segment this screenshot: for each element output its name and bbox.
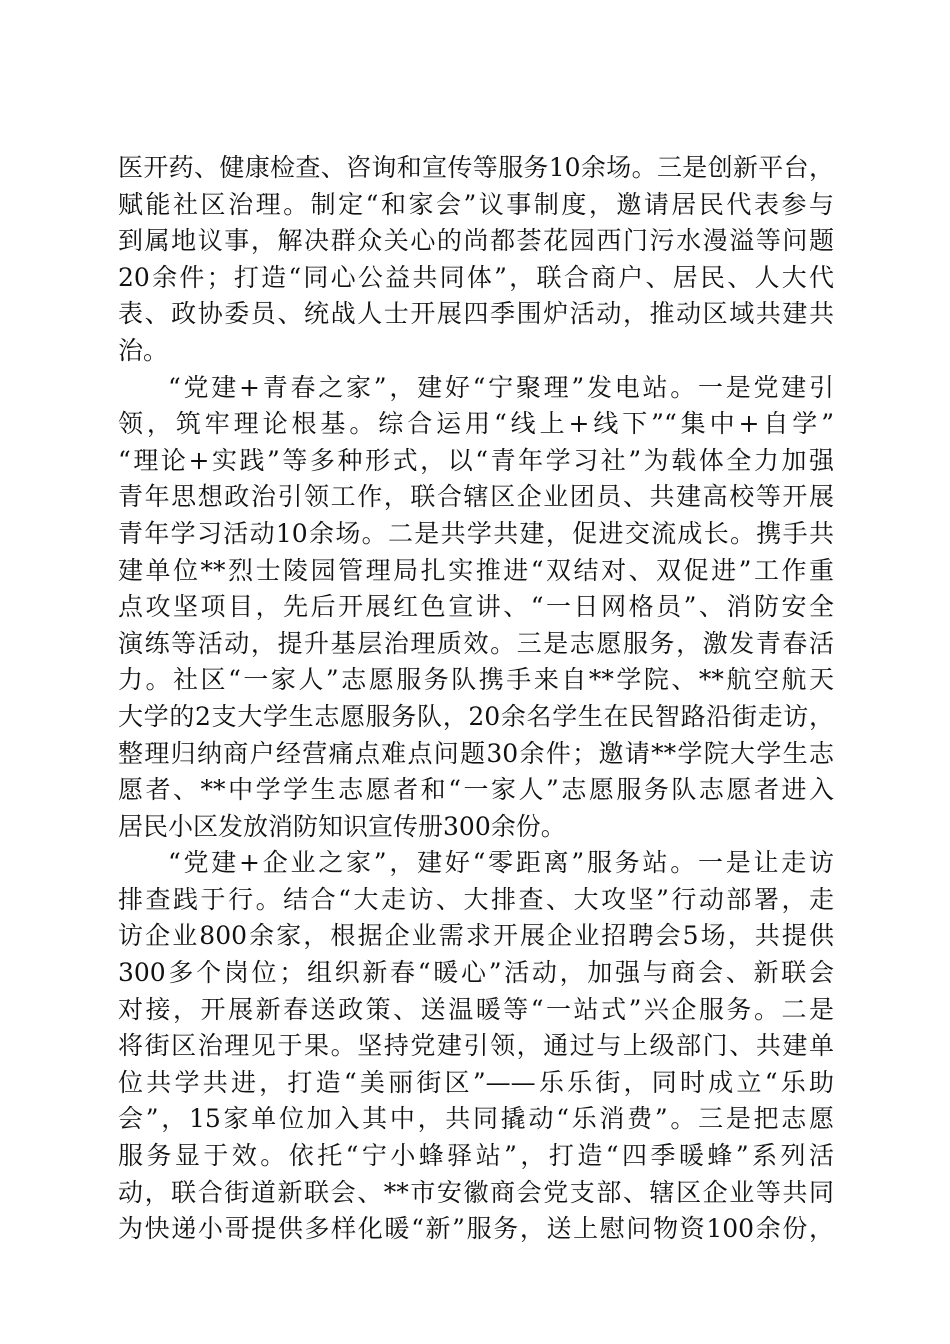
paragraph-line: 医开药、健康检查、咨询和宣传等服务10余场。三是创新平台， bbox=[118, 153, 834, 182]
paragraph-line: 20余件；打造“同心公益共同体”，联合商户、居民、人大代 bbox=[118, 262, 834, 292]
paragraph-line: 访企业800余家，根据企业需求开展企业招聘会5场，共提供 bbox=[118, 921, 834, 951]
paragraph-line: 位共学共进，打造“美丽街区”——乐乐街，同时成立“乐助 bbox=[118, 1067, 834, 1097]
paragraph-line: 300多个岗位；组织新春“暖心”活动，加强与商会、新联会 bbox=[118, 958, 834, 988]
paragraph-line: 治。 bbox=[118, 335, 169, 365]
paragraph-line: 建单位**烈士陵园管理局扎实推进“双结对、双促进”工作重 bbox=[118, 555, 834, 585]
paragraph-line: 演练等活动，提升基层治理质效。三是志愿服务，激发青春活 bbox=[118, 628, 834, 658]
paragraph-line: 对接，开展新春送政策、送温暖等“一站式”兴企服务。二是 bbox=[118, 994, 834, 1024]
paragraph-line: 到属地议事，解决群众关心的尚都荟花园西门污水漫溢等问题 bbox=[118, 226, 834, 256]
paragraph-line: 愿者、**中学学生志愿者和“一家人”志愿服务队志愿者进入 bbox=[118, 775, 834, 805]
paragraph-line: 会”，15家单位加入其中，共同撬动“乐消费”。三是把志愿 bbox=[118, 1104, 834, 1134]
paragraph-line: “党建+青春之家”，建好“宁聚理”发电站。一是党建引 bbox=[168, 372, 834, 402]
paragraph-3 bbox=[118, 845, 834, 1248]
paragraph-line: 青年思想政治引领工作，联合辖区企业团员、共建高校等开展 bbox=[118, 482, 834, 512]
paragraph-line: 排查践于行。结合“大走访、大排查、大攻坚”行动部署，走 bbox=[118, 884, 834, 914]
paragraph-line: 点攻坚项目，先后开展红色宣讲、“一日网格员”、消防安全 bbox=[118, 592, 834, 622]
paragraph-line: 赋能社区治理。制定“和家会”议事制度，邀请居民代表参与 bbox=[118, 189, 834, 219]
paragraph-1 bbox=[118, 150, 834, 370]
paragraph-line: 青年学习活动10余场。二是共学共建，促进交流成长。携手共 bbox=[118, 518, 834, 548]
paragraph-line: 服务显于效。依托“宁小蜂驿站”，打造“四季暖蜂”系列活 bbox=[118, 1141, 834, 1171]
paragraph-line: 动，联合街道新联会、**市安徽商会党支部、辖区企业等共同 bbox=[118, 1177, 834, 1207]
paragraph-line: 整理归纳商户经营痛点难点问题30余件；邀请**学院大学生志 bbox=[118, 738, 834, 768]
paragraph-line: 将街区治理见于果。坚持党建引领，通过与上级部门、共建单 bbox=[118, 1031, 834, 1061]
paragraph-2 bbox=[118, 370, 834, 846]
document-body bbox=[118, 150, 834, 1248]
paragraph-line: “党建+企业之家”，建好“零距离”服务站。一是让走访 bbox=[168, 848, 834, 878]
paragraph-line: 为快递小哥提供多样化暖“新”服务，送上慰问物资100余份， bbox=[118, 1214, 834, 1244]
paragraph-line: 领，筑牢理论根基。综合运用“线上+线下”“集中+自学” bbox=[118, 409, 834, 439]
paragraph-line: 表、政协委员、统战人士开展四季围炉活动，推动区域共建共 bbox=[118, 299, 834, 329]
paragraph-line: 居民小区发放消防知识宣传册300余份。 bbox=[118, 811, 566, 841]
paragraph-line: 力。社区“一家人”志愿服务队携手来自**学院、**航空航天 bbox=[118, 665, 834, 695]
paragraph-line: 大学的2支大学生志愿服务队，20余名学生在民智路沿街走访， bbox=[118, 701, 834, 731]
paragraph-line: “理论+实践”等多种形式，以“青年学习社”为载体全力加强 bbox=[118, 445, 834, 475]
